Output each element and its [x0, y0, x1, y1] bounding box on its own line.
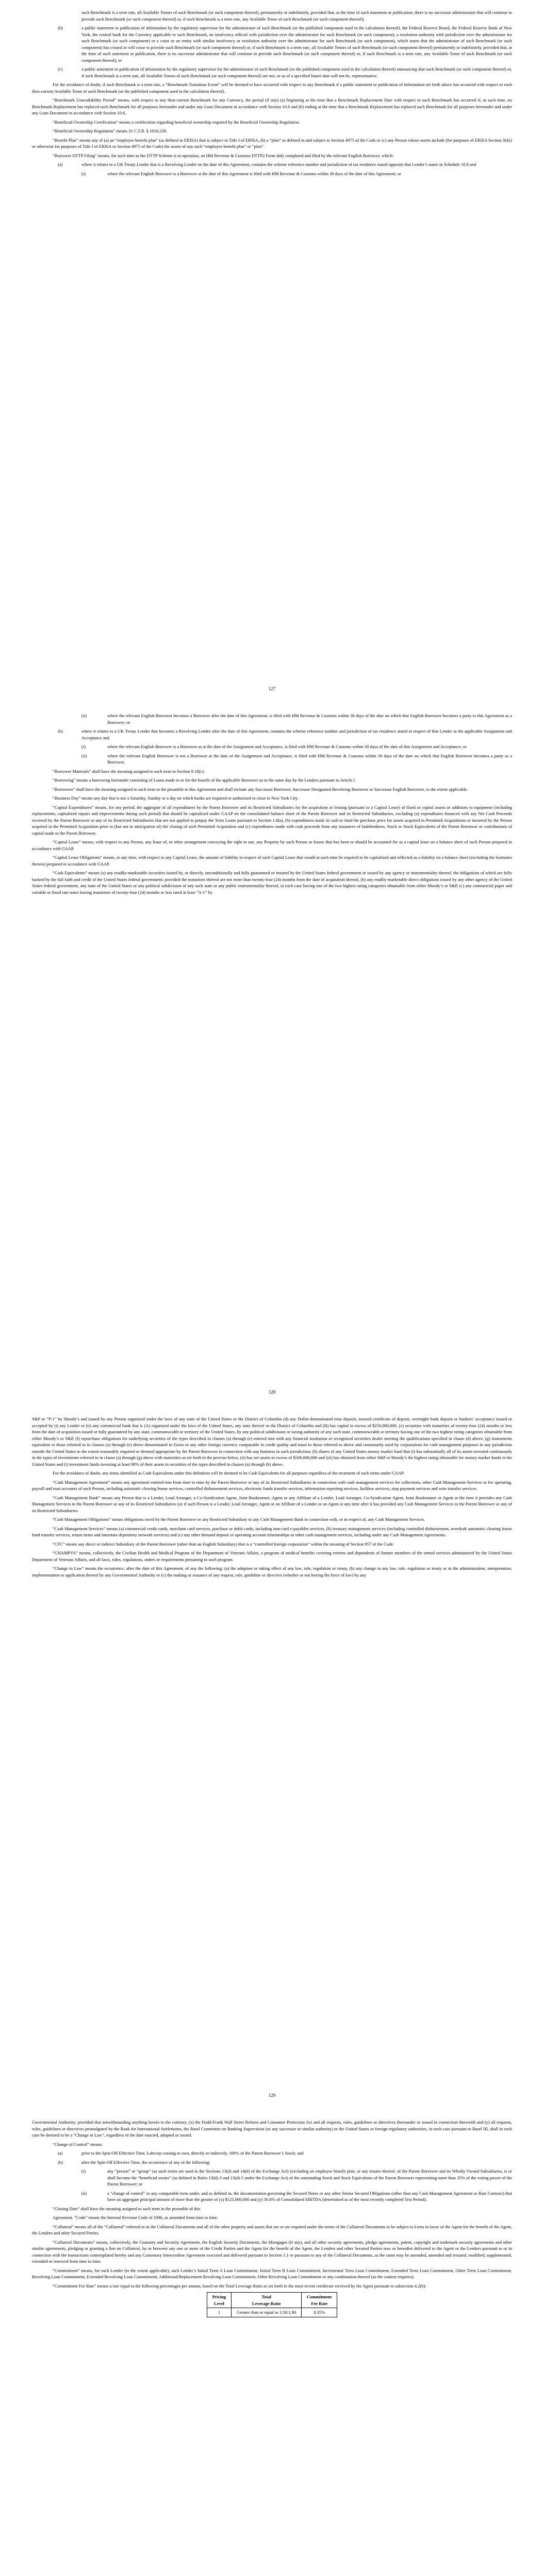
clause-label: (i) — [81, 171, 86, 176]
page-130 — [0, 2110, 544, 2576]
clause-label: (b) — [58, 25, 63, 30]
definition-change-of-control: “Change of Control” means: — [53, 2141, 103, 2147]
clause-i — [32, 171, 512, 177]
table-cell: Greater than or equal to 3.50:1.00 — [232, 2308, 302, 2317]
clause-label: (b) — [58, 728, 63, 734]
clause-ii — [32, 753, 512, 766]
definition-closing-date: “Closing Date” shall have the meaning assigned to such term in the preamble of this — [53, 2206, 201, 2211]
clause-label: (i) — [81, 2168, 86, 2174]
definition-commitment: “Commitment” means, for each Lender (to the extent applicable), such Lender’s Initial Term A Loan Commitment, Initial Term B Loan Commitment, Incremental Term Loan Commitment, Extended Term Loan Commitment, Other Term Loan Commitment, Revolving Loan Commitment, Extended Revolving Loan Commitment, Additional/Replacement Revolving Loan Commitment, Other Revolving Loan Commitment or any combination thereof (as the context requires). — [32, 2267, 512, 2279]
clause-text: a “change of control” or any comparable term under, and as defined in, the documentation governing the Secured Notes or any other Senior Secured Obligations (other than any Cash Management Agreement or Rate Contract) that have an aggregate principal amount of more than the greater of (x) $125,000,000 and (y) 30.0% of Consolidated EBITDA (determined as of the most recently completed Test Period). — [107, 2190, 512, 2202]
clause-label: (ii) — [81, 753, 87, 758]
clause-ii — [32, 713, 512, 725]
definition-capital-lease-obligations: “Capital Lease Obligations” means, at any time, with respect to any Capital Lease, the amount of liability in respect of such Capital Lease that would at such time be required to be capitalized and reflected as a liability on a balance sheet (excluding the footnotes thereto) prepared in accordance with GAAP. — [32, 855, 512, 867]
paragraph: such Benchmark is a term rate, all Available Tenors of such Benchmark (or such component thereof), permanently or indefinitely, provided that, at the time of such statement or publication, there is no successor administrator that will continue to provide such Benchmark (or such component thereof) or, if such Benchmark is a term rate, any Available Tenor of such Benchmark (or such component thereof); — [81, 10, 512, 22]
paragraph: Governmental Authority; provided that notwithstanding anything herein to the contrary, (x) the Dodd-Frank Wall Street Reform and Consumer Protection Act and all requests, rules, guidelines or directives thereunder or issued in connection therewith and (y) all requests, rules, guidelines or directives promulgated by the Bank for International Settlements, the Basel Committee on Banking Supervision (or any successor or similar authority) or the United States or foreign regulatory authorities, in each case pursuant to Basel III, shall in each case be deemed to be a “Change in Law”, regardless of the date enacted, adopted or issued. — [32, 2120, 512, 2138]
definition-cash-management-services: “Cash Management Services” means (a) commercial credit cards, merchant card services, purchase or debit cards, including non-card e-payables services, (b) treasury management services (including controlled disbursement, overdraft automatic clearing house fund transfer services, return items and interstate depository network services) and (c) any other demand deposit or operating account relationships or other cash management services, including under any Cash Management Agreements. — [32, 1526, 512, 1537]
definition-commitment-fee-rate: “Commitment Fee Rate” means a rate equal to the following percentages per annum, based on the Total Leverage Ratio as set forth in the most recent certificate received by the Agent pursuant to subsection 4.2(b): — [53, 2283, 426, 2289]
page-number: 129 — [268, 2092, 276, 2098]
definition-borrowers: “Borrowers” shall have the meaning assigned to such term in the preamble to this Agreement and shall include any Successor Borrower, Successor Designated Revolving Borrower or Successor English Borrower, to the extent applicable. — [53, 786, 468, 792]
clause-text: where it relates to a UK Treaty Lender that is a Revolving Lender on the date of this Agreement, contains the scheme reference number and jurisdiction of tax residence stated opposite that Lender’s name in Schedule 10.8 and — [81, 162, 476, 167]
page-127 — [0, 0, 544, 703]
table-row — [207, 2308, 337, 2317]
definition-code: Agreement. “Code” means the Internal Revenue Code of 1986, as amended from time to time. — [53, 2215, 218, 2220]
paragraph: S&P or “P-1” by Moody’s and issued by any Person organized under the laws of any state of the United States or the District of Columbia (d) any Dollar-denominated time deposit, insured certificate of deposit, overnight bank deposit or bankers’ acceptance issued or accepted by (i) any Lender or (ii) any commercial bank that is (A) organized under the laws of the United States, any state thereof or the District of Columbia and (B) has capital in excess of $250,000,000, (e) securities with maturities of twenty-four (24) months or less from the date of acquisition issued or fully guaranteed by any state, commonwealth or territory of the United States, by any political subdivision or taxing authority of any such state, commonwealth or territory having one of the two highest rating categories obtainable from either Moody’s or S&P, (f) repurchase obligations for underlying securities of the types described in clauses (a) through (e) entered into with any financial institution or recognized securities dealer meeting the qualifications specified in clause (d) above, (g) instruments equivalent to those referred to in clauses (a) through (e) above denominated in Euros or any other foreign currency comparable in credit quality and tenor to those referred to above and customarily used by corporations for cash management purposes in any jurisdiction outside the United States to the extent reasonably required or deemed appropriate by the Parent Borrower in connection with any business in such jurisdiction; (h) shares of any United States money market fund that (i) has substantially all of its assets invested continuously in the types of investments referred to in clause (a) through (g) above with maturities as set forth in the proviso below, (ii) has net assets in excess of $500,000,000 and (iii) has obtained from either S&P or Moody’s the highest rating obtainable for money market funds in the United States and (i) investment funds investing at least 90% of their assets in securities of the types described in clauses (a) through (h) above. — [32, 1416, 512, 1467]
pricing-table — [207, 2292, 338, 2317]
table-cell: 1 — [207, 2308, 231, 2317]
definition-borrower-dttp: “Borrower DTTP Filing” means, for such time as the DTTP Scheme is in operation, an HM Revenue & Customs DTTP2 Form duly completed and filed by the relevant English Borrower, which: — [53, 152, 394, 158]
column-header-fee-rate: Commitment Fee Rate — [302, 2293, 337, 2308]
page-128 — [0, 703, 544, 1406]
definition-beneficial-ownership-reg: “Beneficial Ownership Regulation” means 31 C.F.R. § 1010.230. — [53, 128, 168, 133]
clause-a — [32, 2150, 512, 2157]
definition-change-in-law: “Change in Law” means the occurrence, after the date of this Agreement, of any the following: (a) the adoption or taking effect of any law, rule, regulation or treaty, (b) any change in any law, rule, regulation or treaty or in the administration, interpretation, implementation or application thereof by any Governmental Authority or (c) the making or issuance of any request, rule, guideline or directive (whether or not having the force of law) by any — [32, 1566, 512, 1578]
definition-business-day: “Business Day” means any day that is not a Saturday, Sunday or a day on which banks are required or authorized to close in New York City. — [53, 795, 299, 801]
definition-cfc: “CFC” means any direct or indirect Subsidiary of the Parent Borrower (other than an English Subsidiary) that is a “controlled foreign corporation” within the meaning of Section 957 of the Code. — [53, 1541, 394, 1547]
definition-collateral-documents: “Collateral Documents” means, collectively, the Guaranty and Security Agreement, the English Security Documents, the Mortgages (if any), and all other security agreements, pledge agreements, patent, copyright and trademark security agreements and other similar agreements, pledging or granting a lien on Collateral, by or between any one or more of the Credit Parties and the Agent for the benefit of the Agent, the Lenders and other Secured Parties now or hereafter delivered to the Agent or the Lenders pursuant to or in connection with the transactions contemplated hereby and any Customary Intercreditor Agreement executed and delivered pursuant to Section 5.1 or pursuant to any of the Collateral Documents, as the same may be amended, amended and restated, modified, supplemented, extended or renewed from time to time. — [32, 2239, 512, 2264]
definition-cash-management-agreement: “Cash Management Agreement” means any agreement entered into from time to time by the Parent Borrower or any of its Restricted Subsidiaries in connection with cash management services for collections, other Cash Management Services or for operating, payroll and trust accounts of such Person, including automatic clearing house services, controlled disbursement services, electronic funds transfer services, information reporting services, lockbox services, stop payment services and wire transfer services. — [32, 1479, 512, 1491]
clause-label: (i) — [81, 744, 86, 749]
clause-label: (a) — [58, 2150, 63, 2156]
page-number: 128 — [268, 1389, 276, 1395]
clause-a — [32, 161, 512, 168]
clause-i — [32, 743, 512, 750]
definition-collateral: “Collateral” means all of the “Collateral” referred to in the Collateral Documents and all of the other property and assets that are or are required under the terms of the Collateral Documents to be subject to Liens in favor of the Agent for the benefit of the Agent, the Lenders and other Secured Parties. — [32, 2224, 512, 2235]
clause-text: where the relevant English Borrower is a Borrower as at the date of the Assignment and Acceptance, is filed with HM Revenue & Customs within 30 days of the date of that Assignment and Acceptance; or — [107, 744, 467, 749]
definition-champva: “CHAMPVA” means, collectively, the Civilian Health and Medical Program of the Department of Veterans Affairs, a program of medical benefits covering retirees and dependents of former members of the armed services administered by the United States Department of Veterans Affairs, and all laws, rules, regulations, orders or requirements pertaining to such program. — [32, 1550, 512, 1562]
clause-b — [32, 728, 512, 741]
page-number: 127 — [268, 686, 276, 691]
definition-borrower-materials: “Borrower Materials” shall have the meaning assigned to such term in Section 9.10(c). — [53, 768, 205, 774]
paragraph: For the avoidance of doubt, any items identified as Cash Equivalents under this definition will be deemed to be Cash Equivalents for all purposes regardless of the treatment of such items under GAAP. — [53, 1470, 405, 1476]
clause-text: after the Spin-Off Effective Time, the occurrence of any of the following: — [81, 2159, 210, 2165]
definition-benefit-plan: “Benefit Plan” means any of (a) an “employee benefit plan” (as defined in ERISA) that is subject to Title I of ERISA, (b) a “plan” as defined in and subject to Section 4975 of the Code or (c) any Person whose assets include (for purposes of ERISA Section 3(42) or otherwise for purposes of Title I of ERISA or Section 4975 of the Code) the assets of any such “employee benefit plan” or “plan”. — [32, 137, 512, 149]
clause-text: where the relevant English Borrower is not a Borrower at the date of the Assignment and Acceptance, is filed with HM Revenue & Customs within 30 days of the date on which that English Borrower becomes a party as a Borrower. — [107, 753, 512, 765]
clause-text: a public statement or publication of information by the regulatory supervisor for the administrator of such Benchmark (or the published component used in the calculation thereof) announcing that such Benchmark (or such component thereof) or, if such Benchmark is a term rate, all Available Tenors of such Benchmark (or such component thereof) are not, or as of a specified future date will not be, representative. — [81, 66, 512, 78]
clause-text: prior to the Spin-Off Effective Time, Labcorp ceasing to own, directly or indirectly, 100% of the Parent Borrower’s Stock; and — [81, 2150, 304, 2156]
definition-capital-lease: “Capital Lease” means, with respect to any Person, any lease of, or other arrangement conveying the right to use, any Property by such Person as lessee that has been or should be accounted for as a capital lease on a balance sheet of such Person prepared in accordance with GAAP. — [32, 839, 512, 851]
column-header-leverage-ratio: Total Leverage Ratio — [232, 2293, 302, 2308]
definition-benchmark-unavailability: “Benchmark Unavailability Period” means, with respect to any then-current Benchmark for any Currency, the period (if any) (a) beginning at the time that a Benchmark Replacement Date with respect to such Benchmark has occurred if, at such time, no Benchmark Replacement has replaced such Benchmark for all purposes hereunder and under any Loan Document in accordance with Section 10.6 and (b) ending at the time that a Benchmark Replacement has replaced such Benchmark for all purposes hereunder and under any Loan Document in accordance with Section 10.6. — [32, 97, 512, 115]
clause-label: (a) — [58, 162, 63, 167]
clause-label: (ii) — [81, 2190, 87, 2196]
clause-text: a public statement or publication of information by the regulatory supervisor for the administrator of such Benchmark (or the published component used in the calculation thereof), the Federal Reserve Board, the Federal Reserve Bank of New York, the central bank for the Currency applicable to such Benchmark, an insolvency official with jurisdiction over the administrator for such Benchmark (or such component), a resolution authority with jurisdiction over the administrator for such Benchmark (or such component) or a court or an entity with similar insolvency or resolution authority over the administrator for such Benchmark (or such component), which states that the administrator of such Benchmark (or such component) has ceased or will cease to provide such Benchmark (or such component thereof) or, if such Benchmark is a term rate, all Available Tenors of such Benchmark (or such component thereof) permanently or indefinitely, provided that, at the time of such statement or publication, there is no successor administrator that will continue to provide such Benchmark (or such component thereof) or, if such Benchmark is a term rate, any Available Tenor of such Benchmark (or such component thereof); or — [81, 25, 512, 63]
definition-cash-management-obligations: “Cash Management Obligations” means obligations owed by the Parent Borrower or any Restricted Subsidiary to any Cash Management Bank in connection with, or in respect of, any Cash Management Services. — [53, 1517, 425, 1522]
clause-ii — [32, 2190, 512, 2203]
clause-b — [32, 2159, 512, 2166]
clause-text: where it relates to a UK Treaty Lender that becomes a Revolving Lender after the date of this Agreement, contains the scheme reference number and jurisdiction of tax residence stated in respect of that Lender in the applicable Assignment and Acceptance and — [81, 728, 512, 740]
definition-beneficial-ownership-cert: “Beneficial Ownership Certification” means a certification regarding beneficial ownership required by the Beneficial Ownership Regulation. — [53, 119, 300, 125]
definition-cash-management-bank: “Cash Management Bank” means any Person that is a Lender, Lead Arranger, a Co-Syndication Agent, Joint Bookrunner, Agent or any Affiliate of a Lender, Lead Arranger, Co-Syndication Agent, Joint Bookrunner or Agent at the time it provides any Cash Management Services to the Parent Borrower or any of its Restricted Subsidiaries (or if such Person is a Lender, Lead Arranger, Agent or an Affiliate of a Lender or an Agent at any time after it has provided any Cash Management Services to the Parent Borrower or any of its Restricted Subsidiaries. — [32, 1495, 512, 1513]
clause-label: (ii) — [81, 713, 87, 718]
clause-label: (b) — [58, 2159, 63, 2165]
clause-c — [32, 66, 512, 79]
paragraph: For the avoidance of doubt, if such Benchmark is a term rate, a “Benchmark Transition Event” will be deemed to have occurred with respect to any Benchmark if a public statement or publication of information set forth above has occurred with respect to each then-current Available Tenor of such Benchmark (or the published component used in the calculation thereof). — [32, 82, 512, 94]
clause-b — [32, 25, 512, 63]
column-header-pricing-level: Pricing Level — [207, 2293, 231, 2308]
clause-text: where the relevant English Borrower becomes a Borrower after the date of this Agreement, is filed with HM Revenue & Customs within 30 days of the date on which that English Borrower becomes a party to this Agreement as a Borrower; or — [107, 713, 512, 725]
definition-capital-expenditures: “Capital Expenditures” means, for any period, the aggregate of all expenditures by the Parent Borrower and its Restricted Subsidiaries for the acquisition or leasing (pursuant to a Capital Lease) of fixed or capital assets or additions to equipment (including replacements, capitalized repairs and improvements during such period) that should be capitalized under GAAP on the consolidated balance sheet of the Parent Borrower and its Restricted Subsidiaries, excluding (a) expenditures financed with any Net Cash Proceeds received by the Parent Borrower or any of its Restricted Subsidiaries that are not applied to prepay the Term Loans pursuant to Section 1.8(a), (b) expenditures made in cash to fund the purchase price for assets acquired in Permitted Acquisitions or incurred by the Person acquired in the Permitted Acquisition prior to (but not in anticipation of) the closing of such Permitted Acquisition and (c) expenditures made with cash proceeds from any issuances of Indebtedness, Stock or Stock Equivalents of the Parent Borrower or contributions of capital made to the Parent Borrower. — [32, 804, 512, 836]
clause-text: where the relevant English Borrower is a Borrower at the date of this Agreement is filed with HM Revenue & Customs within 30 days of the date of this Agreement; or — [107, 171, 401, 176]
table-cell: 0.35% — [302, 2308, 337, 2317]
clause-label: (c) — [58, 66, 63, 72]
clause-i — [32, 2168, 512, 2188]
table-header-row — [207, 2293, 337, 2308]
definition-borrowing: “Borrowing” means a borrowing hereunder consisting of Loans made to or for the benefit of the applicable Borrower as to the same day by the Lenders pursuant to Article I. — [53, 777, 356, 783]
definition-cash-equivalents: “Cash Equivalents” means (a) any readily-marketable securities issued by, or directly, unconditionally and fully guaranteed or insured by the United States federal government or issued by any agency or instrumentality thereof, the obligations of which are fully backed by the full faith and credit of the United States federal government; provided the maturities thereof are not more than twenty-four (24) months from the date of acquisition thereof, (b) any readily-marketable direct obligations issued by any other agency of the United States federal government, any state of the United States or any political subdivision of any such state or any public instrumentality thereof, in each case having one of the two highest rating categories obtainable from either Moody’s or S&P, (c) any commercial paper and variable or fixed rate notes having maturities of twenty-four (24) months or less rated at least “A-1” by — [32, 870, 512, 895]
clause-text: any “person” or “group” (as such terms are used in the Sections 13(d) and 14(d) of the Exchange Act) (excluding an employee benefit plan, or any trustee thereof, of the Parent Borrower and its Wholly Owned Subsidiaries, is or shall become the “beneficial owner” (as defined in Rules 13(d)-3 and 13(d)-5 under the Exchange Act) of the outstanding Stock and Stock Equivalents of the Parent Borrower representing more than 35% of the voting power of the Parent Borrower; or — [107, 2168, 512, 2187]
page-129 — [0, 1406, 544, 2110]
